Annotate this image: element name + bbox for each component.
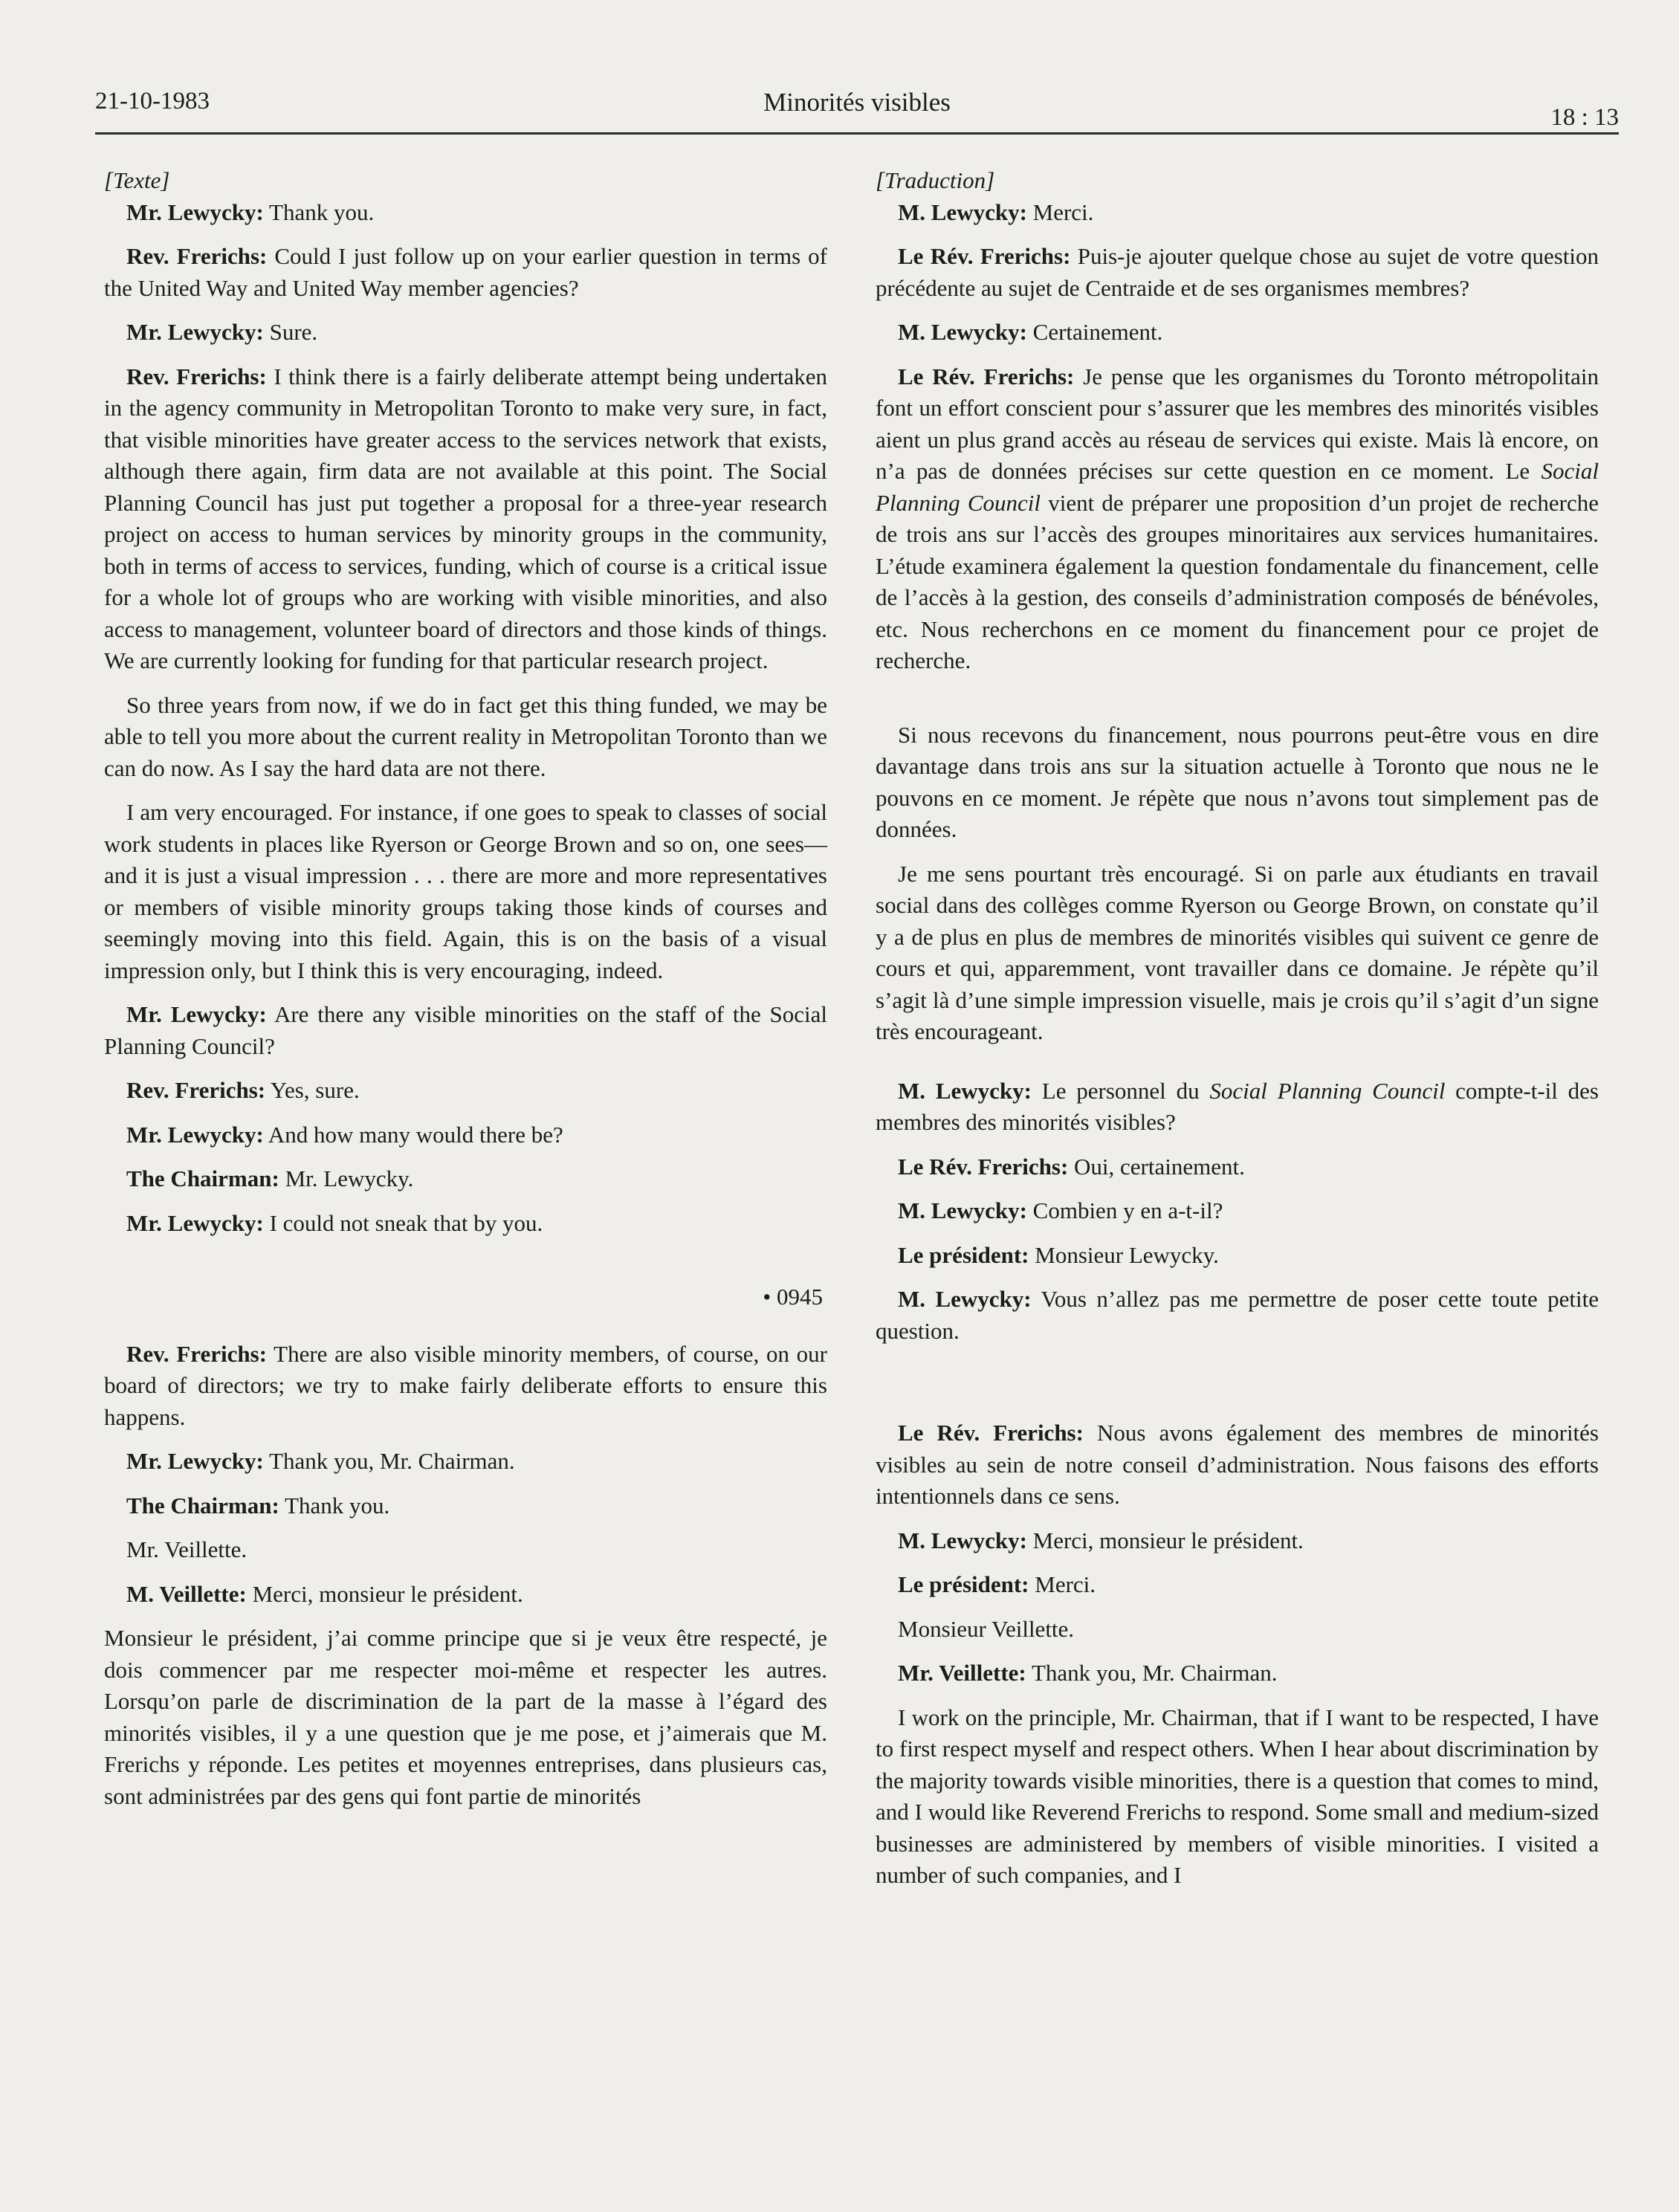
- paragraph: [104, 1490, 827, 1522]
- speaker: Rev. Frerichs:: [126, 243, 268, 269]
- paragraph: [876, 1195, 1599, 1227]
- paragraph: [876, 1658, 1599, 1689]
- paragraph: [876, 1240, 1599, 1272]
- italic-name: Social Planning Council: [1209, 1077, 1446, 1104]
- paragraph: [104, 1208, 827, 1240]
- paragraph: [104, 197, 827, 229]
- speech-text: Oui, certainement.: [1068, 1153, 1245, 1180]
- speaker: Mr. Lewycky:: [126, 1209, 264, 1236]
- speaker: Mr. Lewycky:: [126, 319, 264, 345]
- speech-text: Le personnel du: [1031, 1077, 1210, 1104]
- speaker: Mr. Lewycky:: [126, 1121, 264, 1148]
- paragraph: [104, 241, 827, 304]
- paragraph: [876, 197, 1599, 229]
- speech-text: Thank you.: [263, 198, 375, 225]
- speaker: Rev. Frerichs:: [126, 363, 267, 389]
- speech-text: Merci.: [1026, 198, 1094, 225]
- speech-text: There are also visible minority members, of course, on our board of directors; we try to make fairly deliberate efforts to ensure this happens.: [104, 1340, 827, 1430]
- paragraph: Monsieur le président, j’ai comme principe que si je veux être respecté, je dois commencer par me respecter moi-même et respecter les autres. Lorsqu’on parle de discrimination de la part de la masse à l’égard des minorités visibles, il y a une question que je me pose, et j’aimerais que M. Frerichs y réponde. Les petites et moyennes entreprises, dans plusieurs cas, sont administrées par des gens qui font partie de minorités: [104, 1625, 827, 1809]
- speech-text: Are there any visible minorities on the staff of the Social Planning Council?: [104, 1001, 828, 1059]
- spacer: [876, 690, 1599, 719]
- paragraph: [104, 1339, 827, 1434]
- speech-text: Thank you, Mr. Chairman.: [263, 1448, 515, 1474]
- page-title: Minorités visibles: [763, 88, 951, 117]
- paragraph: [104, 317, 827, 349]
- paragraph: [876, 1525, 1599, 1557]
- paragraph: [104, 1075, 827, 1107]
- paragraph: [876, 241, 1599, 304]
- speech-text: I think there is a fairly deliberate attempt being undertaken in the agency community in Metropolitan Toronto to make very sure, in fact, that visible minorities have greater access to the services network that exists, although there again, firm data are not available at this point. The Social Planning Council has just put together a proposal for a three-year research project on access to human services by minority groups in the community, both in terms of access to services, funding, which of course is a critical issue for a whole lot of groups who are working with visible minorities, and also access to management, volunteer board of directors and those kinds of things. We are currently looking for funding for that particular research project.: [104, 363, 827, 673]
- speaker: Le Rév. Frerichs:: [898, 363, 1075, 389]
- paragraph: [104, 999, 827, 1062]
- speaker: M. Lewycky:: [898, 1527, 1027, 1553]
- paragraph: I am very encouraged. For instance, if one goes to speak to classes of social work students in places like Ryerson or George Brown and so on, one sees—and it is just a visual impression . . . there are more and more representatives or members of visible minority groups taking those kinds of courses and seemingly moving into this field. Again, this is on the basis of a visual impression only, but I think this is very encouraging, indeed.: [104, 799, 827, 983]
- italic-name: Social Planning Council: [876, 458, 1599, 516]
- column-french: [876, 165, 1599, 1892]
- speaker: Mr. Veillette:: [898, 1660, 1026, 1686]
- paragraph: [876, 1569, 1599, 1601]
- speech-text: Nous avons également des membres de minorités visibles au sein de notre conseil d’administration. Nous faisons des efforts intentionnels dans ce sens.: [876, 1420, 1599, 1509]
- paragraph: Si nous recevons du financement, nous pourrons peut-être vous en dire davantage dans trois ans sur la situation actuelle à Toronto que nous ne le pouvons en ce moment. Je répète que nous n’avons tout simplement pas de données.: [876, 721, 1599, 842]
- paragraph: [876, 1076, 1599, 1139]
- speaker: M. Lewycky:: [898, 1197, 1027, 1223]
- paragraph: [876, 361, 1599, 677]
- speech-text: Combien y en a-t-il?: [1026, 1197, 1223, 1223]
- speech-text: Thank you, Mr. Chairman.: [1026, 1660, 1278, 1686]
- speech-text: Merci, monsieur le président.: [1026, 1527, 1304, 1553]
- paragraph: [104, 1579, 827, 1611]
- speech-text: Mr. Lewycky.: [279, 1165, 414, 1191]
- time-marker: • 0945: [763, 1284, 823, 1310]
- speech-text: Merci, monsieur le président.: [246, 1580, 523, 1607]
- paragraph: So three years from now, if we do in fact get this thing funded, we may be able to tell you more about the current reality in Metropolitan Toronto than we can do now. As I say the hard data are not there.: [104, 691, 827, 781]
- speech-text: Monsieur Lewycky.: [1029, 1241, 1219, 1268]
- speech-text: I could not sneak that by you.: [263, 1209, 543, 1236]
- page-header: [95, 88, 1619, 135]
- speaker: M. Lewycky:: [898, 1286, 1032, 1312]
- speaker: M. Veillette:: [126, 1580, 247, 1607]
- speaker: Le Rév. Frerichs:: [898, 1420, 1084, 1446]
- paragraph: [104, 361, 827, 677]
- paragraph: [104, 1163, 827, 1195]
- paragraph: [876, 1417, 1599, 1513]
- speech-text: Yes, sure.: [265, 1077, 360, 1103]
- spacer: [104, 1252, 827, 1281]
- speaker: Rev. Frerichs:: [126, 1077, 266, 1103]
- speaker: M. Lewycky:: [898, 198, 1027, 225]
- speech-text: Je pense que les organismes du Toronto métropolitain font un effort conscient pour s’assurer que les membres des minorités visibles aient un plus grand accès au réseau de services qui existe. Mais là encore, on n’a pas de données précises sur cette question en ce moment. Le: [876, 363, 1599, 484]
- spacer: [876, 1061, 1599, 1076]
- speech-text: Merci.: [1029, 1571, 1096, 1597]
- speech-text: Certainement.: [1026, 319, 1163, 345]
- speaker: Rev. Frerichs:: [126, 1340, 268, 1367]
- paragraph: Mr. Veillette.: [126, 1536, 248, 1562]
- paragraph: Monsieur Veillette.: [898, 1615, 1075, 1642]
- speaker: M. Lewycky:: [898, 319, 1027, 345]
- speech-text: Thank you.: [279, 1492, 390, 1519]
- speech-text: vient de préparer une proposition d’un projet de recherche de trois ans sur l’accès des groupes minoritaires aux services humanitaires. L’étude examinera également la question fondamentale du financement, celle de l’accès à la gestion, des conseils d’administration composés de bénévoles, etc. Nous recherchons en ce moment du financement pour ce projet de recherche.: [876, 489, 1599, 673]
- page-date: 21-10-1983: [95, 88, 210, 114]
- speaker: Le Rév. Frerichs:: [898, 1153, 1069, 1180]
- paragraph: I work on the principle, Mr. Chairman, that if I want to be respected, I have to first respect myself and respect others. When I hear about discrimination by the majority towards visible minorities, there is a question that comes to mind, and I would like Reverend Frerichs to respond. Some small and medium-sized businesses are administered by members of visible minorities. I visited a number of such companies, and I: [876, 1704, 1599, 1888]
- spacer: [876, 1359, 1599, 1417]
- speech-text: compte-t-il des membres des minorités visibles?: [876, 1077, 1599, 1135]
- speaker: Le président:: [898, 1571, 1029, 1597]
- column-label-texte: [Texte]: [104, 167, 170, 193]
- speaker: Mr. Lewycky:: [126, 1448, 264, 1474]
- speaker: The Chairman:: [126, 1492, 279, 1519]
- speech-text: Could I just follow up on your earlier question in terms of the United Way and United Way member agencies?: [104, 243, 827, 301]
- paragraph: [876, 1151, 1599, 1183]
- paragraph: Je me sens pourtant très encouragé. Si on parle aux étudiants en travail social dans des collèges comme Ryerson ou George Brown, on constate qu’il y a de plus en plus de membres de minorités visibles qui suivent ce genre de cours et qui, apparemment, vont travailler dans ce domaine. Je répète qu’il s’agit là d’une simple impression visuelle, mais je crois qu’il s’agit d’un signe très encourageant.: [876, 860, 1599, 1044]
- speech-text: Sure.: [263, 319, 318, 345]
- paragraph: [876, 317, 1599, 349]
- paragraph: [104, 1446, 827, 1478]
- paragraph: [876, 1284, 1599, 1347]
- speaker: M. Lewycky:: [898, 1077, 1032, 1104]
- speech-text: And how many would there be?: [263, 1121, 563, 1148]
- speaker: Le président:: [898, 1241, 1029, 1268]
- speech-text: Puis-je ajouter quelque chose au sujet de votre question précédente au sujet de Centraide et de ses organismes membres?: [876, 243, 1599, 301]
- paragraph: [104, 1119, 827, 1151]
- speech-text: Vous n’allez pas me permettre de poser cette toute petite question.: [876, 1286, 1599, 1344]
- page-number: 18 : 13: [1550, 104, 1619, 131]
- speaker: Mr. Lewycky:: [126, 1001, 267, 1027]
- speaker: The Chairman:: [126, 1165, 279, 1191]
- speaker: Le Rév. Frerichs:: [898, 243, 1071, 269]
- speaker: Mr. Lewycky:: [126, 198, 264, 225]
- column-english: [104, 165, 827, 1812]
- column-label-traduction: [Traduction]: [876, 167, 995, 193]
